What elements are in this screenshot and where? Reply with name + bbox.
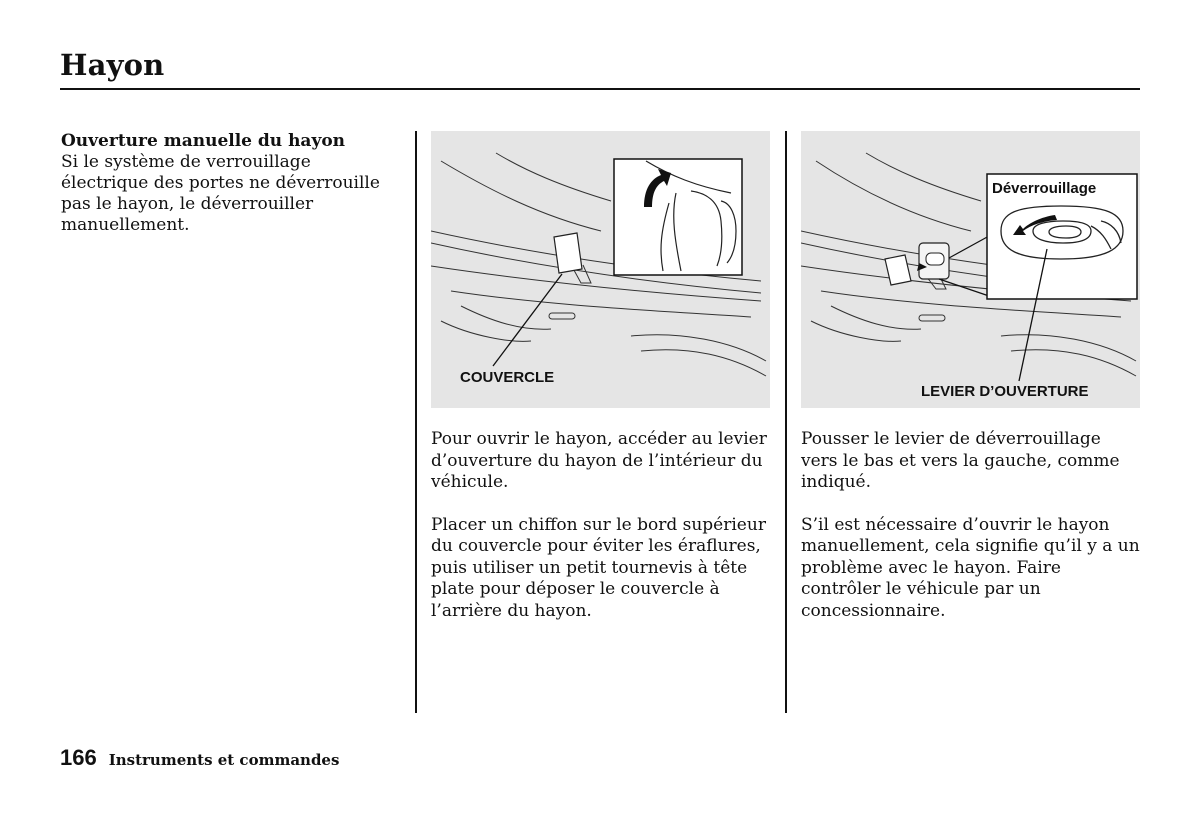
page-footer [60,745,339,771]
removed-cover [885,255,911,285]
paragraph: Pour ouvrir le hayon, accéder au levier d’ouverture du hayon de l’intérieur du véhicule. [431,429,767,492]
cover-illustration [431,131,770,408]
unlock-label: Déverrouillage [992,180,1097,197]
column-divider-right [785,131,787,713]
figure-release-lever [801,131,1140,408]
lever-illustration [801,131,1140,408]
figure-cover [431,131,770,408]
page-title: Hayon [60,48,165,82]
paragraph: Placer un chiffon sur le bord supérieur du couvercle pour éviter les éraflures, puis utiliser un petit tournevis à tête plate pour déposer le couvercle à l’arrière du hayon. [431,514,766,621]
cover-callout: COUVERCLE [460,369,555,386]
title-rule [60,88,1140,90]
cover-leader-line [493,274,562,366]
paragraph: S’il est nécessaire d’ouvrir le hayon manuellement, cela signifie qu’il y a un problème avec le hayon. Faire contrôler le véhicule par un concessionnaire. [801,514,1140,621]
cover-part [554,233,582,273]
intro-column [61,131,401,236]
middle-column-text [431,429,771,643]
section-subheading: Ouverture manuelle du hayon [61,131,346,151]
intro-paragraph: Si le système de verrouillage électrique des portes ne déverrouille pas le hayon, le déverrouiller manuellement. [61,152,380,235]
section-name: Instruments et commandes [108,751,340,769]
paragraph: Pousser le levier de déverrouillage vers le bas et vers la gauche, comme indiqué. [801,429,1120,492]
column-divider-left [415,131,417,713]
lever-callout: LEVIER D’OUVERTURE [921,383,1089,400]
release-lever [926,253,944,265]
right-column-text [801,429,1141,643]
page-number: 166 [60,745,97,770]
